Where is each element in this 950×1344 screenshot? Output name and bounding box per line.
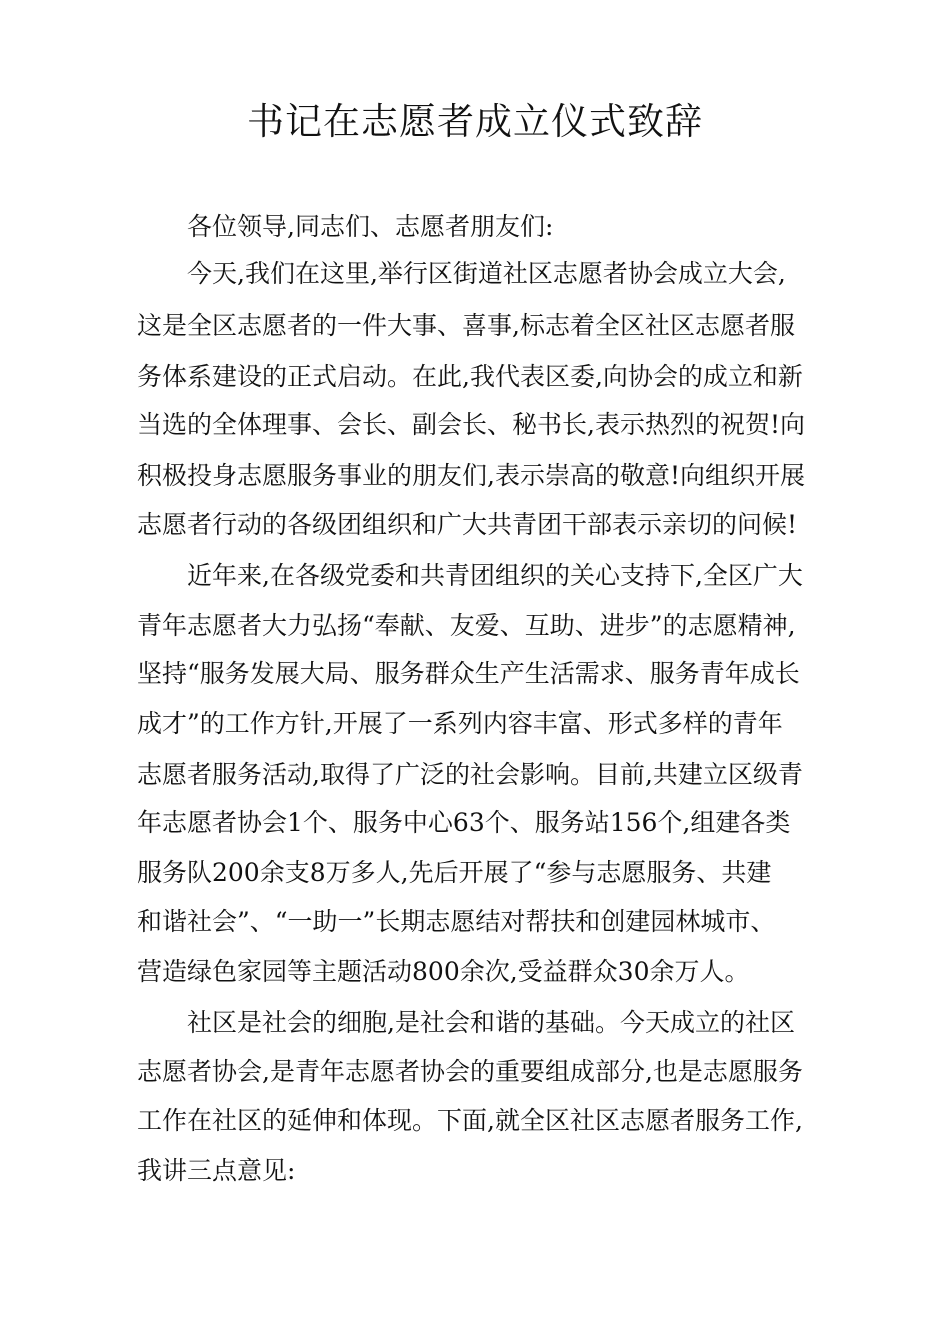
paragraph-1-line-3: 务体系建设的正式启动。在此,我代表区委,向协会的成立和新 (137, 362, 803, 391)
paragraph-1-line-5: 积极投身志愿服务事业的朋友们,表示崇高的敬意!向组织开展 (137, 461, 805, 490)
paragraph-2-line-7: 服务队200余支8万多人,先后开展了“参与志愿服务、共建 (137, 858, 772, 887)
paragraph-2-line-6: 年志愿者协会1个、服务中心63个、服务站156个,组建各类 (137, 808, 791, 837)
paragraph-2-line-4: 成才”的工作方针,开展了一系列内容丰富、形式多样的青年 (137, 709, 783, 738)
paragraph-1-line-4: 当选的全体理事、会长、副会长、秘书长,表示热烈的祝贺!向 (137, 410, 805, 439)
paragraph-1-line-1: 今天,我们在这里,举行区街道社区志愿者协会成立大会, (137, 259, 786, 288)
paragraph-2-line-2: 青年志愿者大力弘扬“奉献、友爱、互助、进步”的志愿精神, (137, 611, 796, 640)
paragraph-3-line-4: 我讲三点意见: (137, 1156, 296, 1185)
paragraph-2-line-1: 近年来,在各级党委和共青团组织的关心支持下,全区广大 (137, 561, 803, 590)
paragraph-2-line-3: 坚持“服务发展大局、服务群众生产生活需求、服务青年成长 (137, 659, 800, 688)
paragraph-3-line-1: 社区是社会的细胞,是社会和谐的基础。今天成立的社区 (137, 1008, 795, 1037)
paragraph-2-line-8: 和谐社会”、“一助一”长期志愿结对帮扶和创建园林城市、 (137, 907, 776, 936)
paragraph-3-line-2: 志愿者协会,是青年志愿者协会的重要组成部分,也是志愿服务 (137, 1057, 803, 1086)
paragraph-3-line-3: 工作在社区的延伸和体现。下面,就全区社区志愿者服务工作, (137, 1106, 803, 1135)
paragraph-1-line-2: 这是全区志愿者的一件大事、喜事,标志着全区社区志愿者服 (137, 311, 795, 340)
salutation-line: 各位领导,同志们、志愿者朋友们: (137, 212, 554, 241)
paragraph-2-line-5: 志愿者服务活动,取得了广泛的社会影响。目前,共建立区级青 (137, 760, 803, 789)
paragraph-1-line-6: 志愿者行动的各级团组织和广大共青团干部表示亲切的问候! (137, 510, 798, 539)
paragraph-2-line-9: 营造绿色家园等主题活动800余次,受益群众30余万人。 (137, 957, 750, 986)
document-title: 书记在志愿者成立仪式致辞 (247, 100, 703, 143)
